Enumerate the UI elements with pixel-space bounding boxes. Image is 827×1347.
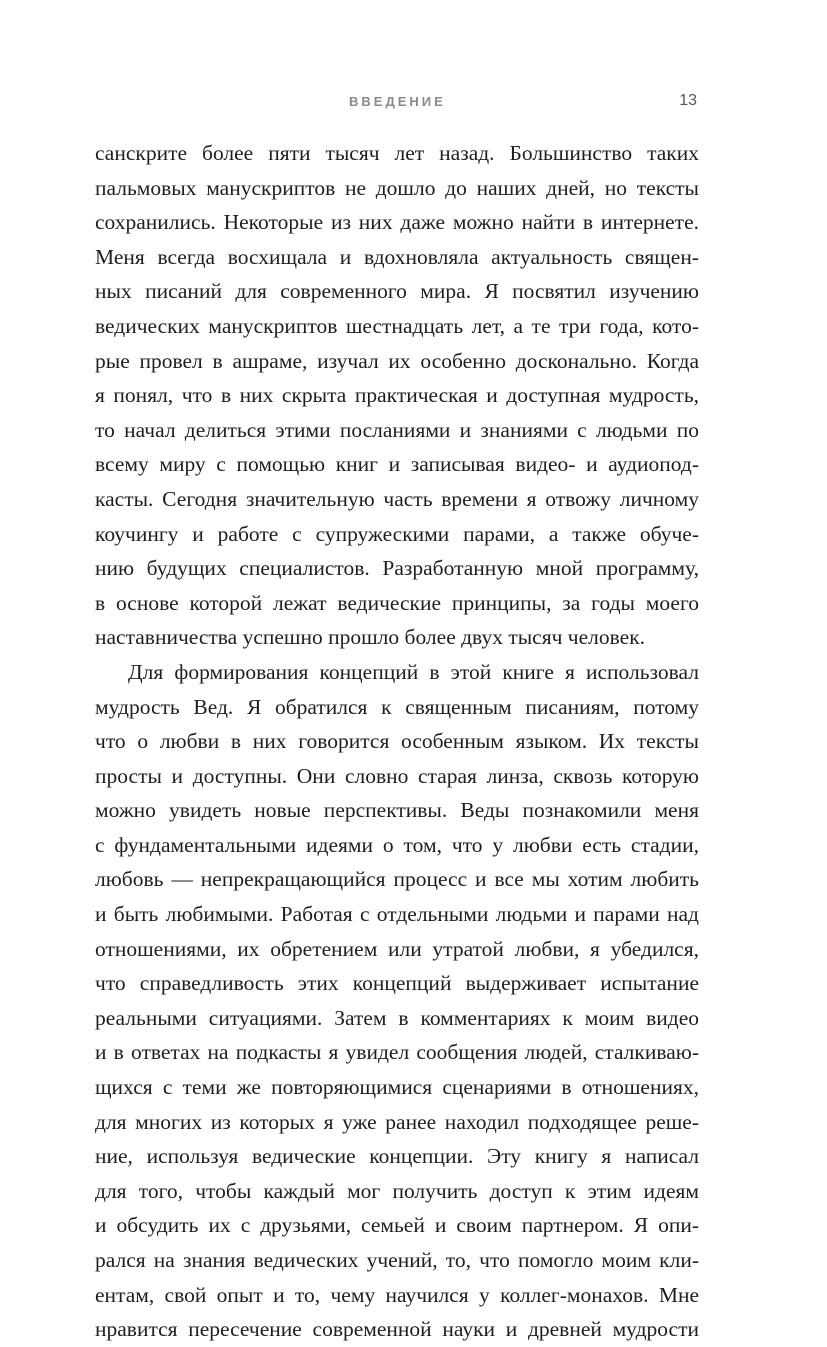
- text-line: сохранились. Некоторые из них даже можно найти в интернете.: [95, 210, 699, 235]
- text-line: пальмовых манускриптов не дошло до наших дней, но тексты: [95, 175, 699, 200]
- text-line: и обсудить их с друзьями, семьей и своим партнером. Я опи-: [95, 1213, 699, 1238]
- text-line: то начал делиться этими посланиями и знаниями с людьми по: [95, 417, 699, 442]
- page-number: 13: [679, 92, 697, 109]
- text-line: мудрость Вед. Я обратился к священным писаниям, потому: [95, 694, 699, 719]
- text-line: касты. Сегодня значительную часть времени я отвожу личному: [95, 486, 699, 511]
- text-line: что о любви в них говорится особенным языком. Их тексты: [95, 729, 699, 754]
- text-line: для того, чтобы каждый мог получить доступ к этим идеям: [95, 1178, 699, 1203]
- text-line: коучингу и работе с супружескими парами, а также обуче-: [95, 521, 699, 546]
- text-line: реальными ситуациями. Затем в комментариях к моим видео: [95, 1005, 699, 1030]
- text-line: Меня всегда восхищала и вдохновляла актуальность священ-: [95, 244, 699, 269]
- text-line: просты и доступны. Они словно старая линза, сквозь которую: [95, 763, 699, 788]
- text-line: в основе которой лежат ведические принципы, за годы моего: [95, 590, 699, 615]
- text-line: Для формирования концепций в этой книге я использовал: [128, 659, 699, 684]
- text-line: с фундаментальными идеями о том, что у любви есть стадии,: [95, 832, 699, 857]
- text-line: отношениями, их обретением или утратой любви, я убедился,: [95, 936, 699, 961]
- text-line: и в ответах на подкасты я увидел сообщения людей, сталкиваю-: [95, 1040, 699, 1065]
- text-line: ных писаний для современного мира. Я посвятил изучению: [95, 279, 699, 304]
- text-line: любовь — непрекращающийся процесс и все мы хотим любить: [95, 867, 699, 892]
- text-line: нравится пересечение современной науки и древней мудрости: [95, 1317, 699, 1342]
- text-line: рые провел в ашраме, изучал их особенно досконально. Когда: [95, 348, 699, 373]
- text-line: для многих из которых я уже ранее находил подходящее реше-: [95, 1109, 699, 1134]
- text-line: ентам, свой опыт и то, чему научился у коллег-монахов. Мне: [95, 1282, 699, 1307]
- text-line: рался на знания ведических учений, то, что помогло моим кли-: [95, 1248, 699, 1272]
- text-line: наставничества успешно прошло более двух тысяч человек.: [95, 625, 646, 650]
- running-head: ВВЕДЕНИЕ: [349, 94, 446, 109]
- text-line: можно увидеть новые перспективы. Веды познакомили меня: [95, 798, 699, 823]
- text-line: ние, используя ведические концепции. Эту книгу я написал: [95, 1144, 699, 1169]
- text-line: санскрите более пяти тысяч лет назад. Большинство таких: [95, 141, 699, 165]
- text-line: щихся с теми же повторяющимися сценариями в отношениях,: [95, 1075, 699, 1100]
- text-line: что справедливость этих концепций выдерживает испытание: [95, 971, 699, 996]
- text-line: всему миру с помощью книг и записывая видео- и аудиопод-: [95, 452, 699, 477]
- text-line: ведических манускриптов шестнадцать лет, а те три года, кото-: [95, 313, 699, 338]
- text-line: нию будущих специалистов. Разработанную мной программу,: [95, 556, 699, 581]
- text-line: и быть любимыми. Работая с отдельными людьми и парами над: [95, 902, 699, 927]
- text-line: я понял, что в них скрыта практическая и доступная мудрость,: [95, 383, 699, 408]
- body-text: [95, 136, 699, 1347]
